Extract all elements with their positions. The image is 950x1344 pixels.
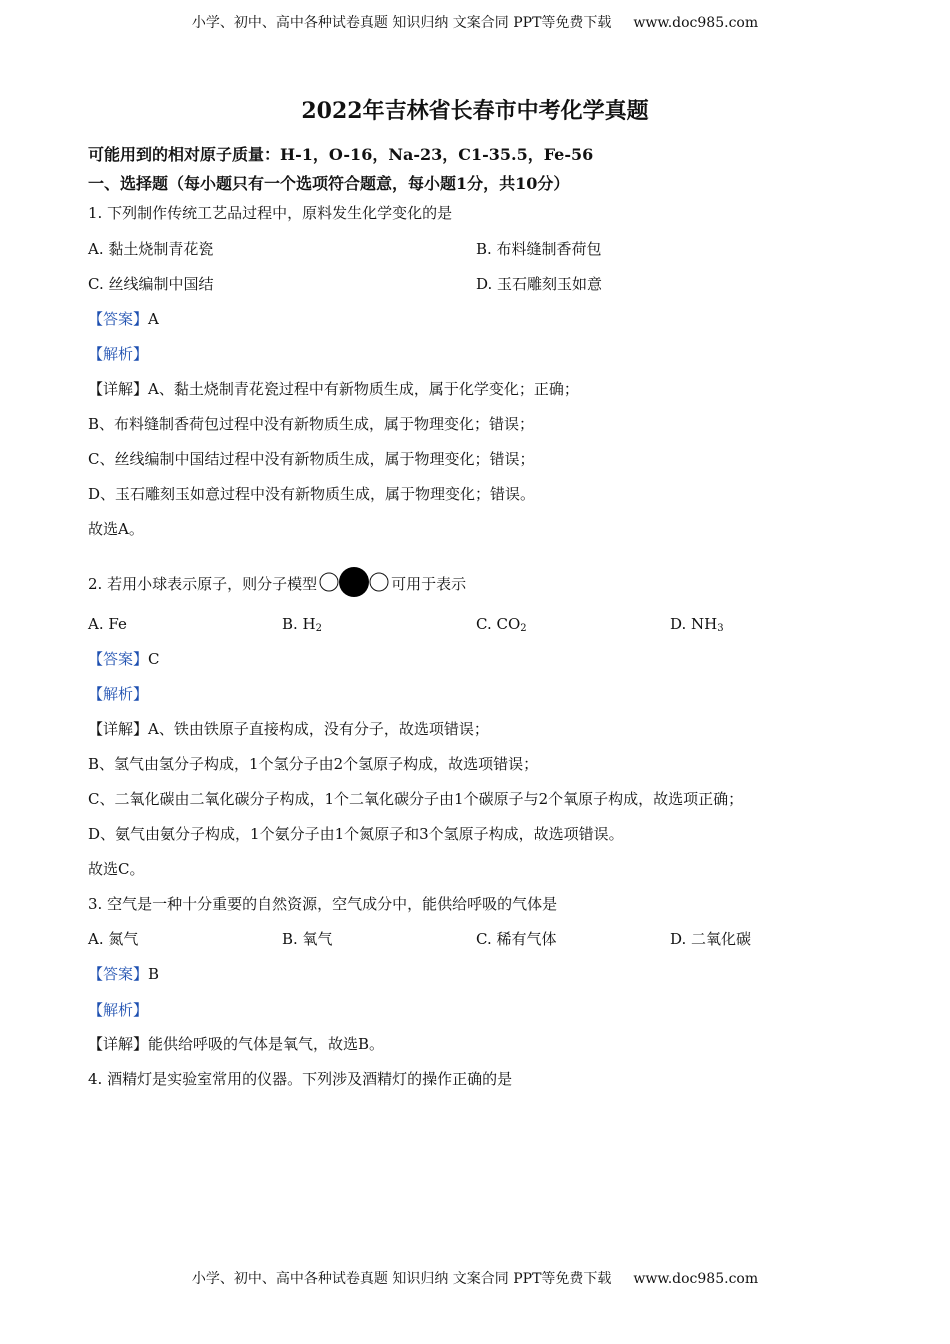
detail-tag: 【详解】: [88, 380, 149, 398]
q2-option-c: [476, 614, 527, 634]
answer-tag: 【答案】: [88, 965, 149, 983]
detail-tag: 【详解】: [88, 1035, 149, 1053]
page-title: 2022年吉林省长春市中考化学真题: [301, 98, 649, 124]
atomic-masses: 可能用到的相对原子质量：H-1，O-16，Na-23，C1-35.5，Fe-56: [88, 145, 594, 164]
q1-detail-4: D、玉石雕刻玉如意过程中没有新物质生成，属于物理变化；错误。: [88, 485, 536, 503]
q3-analysis: [88, 1000, 148, 1020]
q2-answer: [88, 649, 160, 669]
q1-option-b: B. 布料缝制香荷包: [476, 240, 602, 258]
q1-stem: 1. 下列制作传统工艺品过程中，原料发生化学变化的是: [88, 204, 453, 222]
q2-stem-before: 2. 若用小球表示原子，则分子模型: [88, 575, 318, 593]
q2-detail-3: C、二氧化碳由二氧化碳分子构成，1个二氧化碳分子由1个碳原子与2个氧原子构成，故选项正确；: [88, 790, 744, 808]
footer-site[interactable]: www.doc985.com: [633, 1271, 759, 1287]
q2-detail-4: D、氨气由氨分子构成，1个氨分子由1个氮原子和3个氢原子构成，故选项错误。: [88, 825, 624, 843]
answer-tag: 【答案】: [88, 650, 149, 668]
q2-option-c-sub: 2: [520, 623, 527, 634]
footer-text: 小学、初中、高中各种试卷真题 知识归纳 文案合同 PPT等免费下载: [191, 1271, 612, 1287]
q4-stem: 4. 酒精灯是实验室常用的仪器。下列涉及酒精灯的操作正确的是: [88, 1070, 513, 1088]
q1-conclusion: 故选A。: [88, 520, 144, 538]
header-text: 小学、初中、高中各种试卷真题 知识归纳 文案合同 PPT等免费下载: [191, 15, 612, 31]
q2-option-a: A. Fe: [88, 615, 127, 633]
q2-detail-1: [88, 719, 489, 739]
q3-detail-1: [88, 1034, 384, 1054]
q2-stem: [88, 567, 466, 597]
q1-option-c: C. 丝线编制中国结: [88, 275, 214, 293]
q2-option-d-sub: 3: [717, 623, 724, 634]
analysis-tag: 【解析】: [88, 685, 149, 703]
analysis-tag: 【解析】: [88, 345, 149, 363]
q3-option-d: D. 二氧化碳: [670, 930, 752, 948]
page-header: [0, 12, 950, 34]
q1-detail-2: B、布料缝制香荷包过程中没有新物质生成，属于物理变化；错误；: [88, 415, 535, 433]
molecule-model-icon: [319, 567, 389, 597]
q2-conclusion: 故选C。: [88, 860, 145, 878]
q3-detail-text-1: 能供给呼吸的气体是氧气，故选B。: [148, 1035, 385, 1053]
q1-option-d: D. 玉石雕刻玉如意: [476, 275, 603, 293]
q1-detail-1: [88, 379, 579, 399]
q1-answer: [88, 309, 159, 329]
q3-option-b: B. 氧气: [282, 930, 333, 948]
q2-option-b-text: B. H: [282, 615, 316, 633]
q2-option-d: [670, 614, 724, 634]
q1-answer-value: A: [148, 310, 159, 328]
analysis-tag: 【解析】: [88, 1001, 149, 1019]
q1-option-a: A. 黏土烧制青花瓷: [88, 240, 214, 258]
section-heading: 一、选择题（每小题只有一个选项符合题意，每小题1分，共10分）: [88, 174, 570, 193]
q3-answer-value: B: [148, 965, 160, 983]
answer-tag: 【答案】: [88, 310, 149, 328]
q2-detail-2: B、氢气由氢分子构成，1个氢分子由2个氢原子构成，故选项错误；: [88, 755, 539, 773]
q2-option-c-text: C. CO: [476, 615, 521, 633]
q1-analysis: [88, 344, 148, 364]
q2-option-d-text: D. NH: [670, 615, 718, 633]
header-site[interactable]: www.doc985.com: [633, 15, 759, 31]
q1-detail-text-1: A、黏土烧制青花瓷过程中有新物质生成，属于化学变化；正确；: [148, 380, 579, 398]
q3-option-a: A. 氮气: [88, 930, 139, 948]
q3-answer: [88, 964, 159, 984]
q2-detail-text-1: A、铁由铁原子直接构成，没有分子，故选项错误；: [148, 720, 489, 738]
page-footer: [0, 1268, 950, 1290]
detail-tag: 【详解】: [88, 720, 149, 738]
q2-option-b-sub: 2: [315, 623, 323, 634]
q2-option-b: [282, 614, 322, 634]
q1-detail-3: C、丝线编制中国结过程中没有新物质生成，属于物理变化；错误；: [88, 450, 535, 468]
q2-analysis: [88, 684, 148, 704]
q2-stem-after: 可用于表示: [391, 575, 467, 593]
q3-stem: 3. 空气是一种十分重要的自然资源，空气成分中，能供给呼吸的气体是: [88, 895, 558, 913]
q2-answer-value: C: [148, 650, 160, 668]
q3-option-c: C. 稀有气体: [476, 930, 557, 948]
